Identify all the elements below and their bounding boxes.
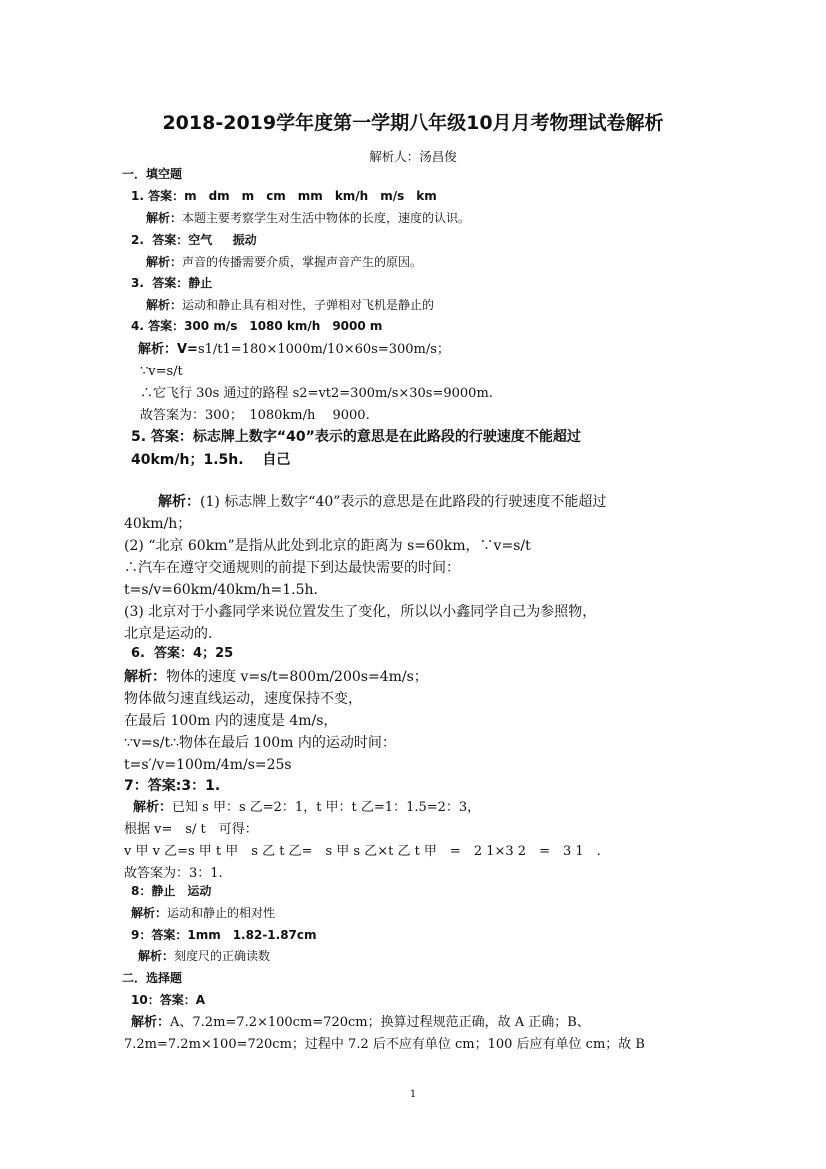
- q9-answer: 9：答案：1mm 1.82-1.87cm: [131, 928, 317, 942]
- q5-answer-line-1: 5. 答案：标志牌上数字“40”表示的意思是在此路段的行驶速度不能超过: [131, 429, 581, 445]
- q2-analysis: [146, 256, 422, 270]
- q1-answer: 1. 答案：m dm m cm mm km/h m/s km: [131, 189, 437, 203]
- q4-analysis-line-1: [138, 343, 450, 358]
- q5-analysis-line-5: t=s/v=60km/40km/h=1.5h.: [124, 582, 318, 598]
- q4-analysis-line-4: 故答案为：300； 1080km/h 9000.: [140, 408, 370, 423]
- analysis-label: 解析：: [131, 906, 168, 920]
- q5-answer-line-2: 40km/h；1.5h. 自己: [131, 452, 291, 468]
- q8-answer: 8：静止 运动: [131, 884, 212, 898]
- q2-analysis-text: 声音的传播需要介质，掌握声音产生的原因。: [182, 255, 423, 269]
- analysis-label: 解析：: [146, 255, 183, 269]
- q7-answer: 7：答案:3：1.: [124, 778, 221, 794]
- q6-analysis-line-1: [124, 669, 428, 685]
- q7-analysis-line-4: 故答案为：3：1.: [124, 866, 223, 881]
- q5-analysis-line-7: 北京是运动的.: [124, 626, 213, 642]
- q5-analysis-line-1: [158, 494, 606, 510]
- q9-analysis-text: 刻度尺的正确读数: [174, 949, 271, 963]
- q4-analysis-text: s1/t1=180×1000m/10×60s=300m/s；: [197, 342, 450, 357]
- author-line: 解析人：汤昌俊: [369, 149, 457, 164]
- q6-analysis-line-2: 物体做匀速直线运动，速度保持不变，: [124, 691, 362, 707]
- analysis-label: 解析：: [146, 211, 183, 225]
- q6-analysis-line-4: ∵v=s/t∴物体在最后 100m 内的运动时间：: [124, 735, 396, 751]
- q3-analysis-text: 运动和静止具有相对性，子弹相对飞机是静止的: [182, 298, 435, 312]
- q6-analysis-line-3: 在最后 100m 内的速度是 4m/s，: [124, 713, 338, 729]
- q7-analysis-line-1: [133, 801, 480, 816]
- analysis-label: 解析：: [131, 1015, 171, 1030]
- q2-answer: 2. 答案：空气 振动: [131, 233, 257, 247]
- q5-analysis-line-4: ∴汽车在遵守交通规则的前提下到达最快需要的时间：: [124, 560, 460, 576]
- q3-answer: 3. 答案：静止: [131, 276, 213, 290]
- q6-answer: 6. 答案：4；25: [131, 646, 234, 661]
- q7-analysis-line-2: 根据 v= s/ t 可得：: [124, 822, 258, 837]
- q4-analysis-line-3: ∴它飞行 30s 通过的路程 s2=vt2=300m/s×30s=9000m.: [140, 386, 493, 401]
- q5-analysis-line-3: (2) “北京 60km”是指从此处到北京的距离为 s=60km，∵v=s/t: [124, 538, 531, 554]
- q5-analysis-text: (1) 标志牌上数字“40”表示的意思是在此路段的行驶速度不能超过: [200, 494, 607, 510]
- q3-analysis: [146, 299, 434, 313]
- q8-analysis: [131, 907, 275, 921]
- analysis-label: 解析：: [124, 669, 166, 685]
- page-number: 1: [409, 1089, 417, 1100]
- q8-analysis-text: 运动和静止的相对性: [167, 906, 276, 920]
- q4-analysis-line-2: ∵v=s/t: [140, 364, 183, 379]
- q10-analysis-line-2: 7.2m=7.2m×100=720cm；过程中 7.2 后不应有单位 cm；100 后应有单位 cm；故 B: [124, 1037, 645, 1052]
- q10-analysis-line-1: [131, 1016, 590, 1031]
- q1-analysis-text: 本题主要考察学生对生活中物体的长度，速度的认识。: [182, 211, 471, 225]
- analysis-label: 解析：V=: [138, 342, 198, 357]
- q9-analysis: [138, 950, 270, 964]
- q5-analysis-line-2: 40km/h；: [124, 516, 192, 532]
- section-heading-fill-blank: 一．填空题: [122, 167, 183, 181]
- q10-answer: 10：答案：A: [131, 993, 205, 1007]
- section-heading-multiple-choice: 二．选择题: [122, 971, 183, 985]
- q6-analysis-line-5: t=s′/v=100m/4m/s=25s: [124, 757, 292, 773]
- analysis-label: 解析：: [146, 298, 183, 312]
- q7-analysis-text: 已知 s 甲：s 乙=2：1，t 甲：t 乙=1：1.5=2：3，: [172, 800, 481, 815]
- q4-answer: 4. 答案：300 m/s 1080 km/h 9000 m: [131, 319, 383, 333]
- q10-analysis-text: A、7.2m=7.2×100cm=720cm；换算过程规范正确，故 A 正确；B、: [170, 1015, 590, 1030]
- analysis-label: 解析：: [133, 800, 173, 815]
- q6-analysis-text: 物体的速度 v=s/t=800m/200s=4m/s；: [166, 669, 428, 685]
- q1-analysis: [146, 212, 470, 226]
- analysis-label: 解析：: [138, 949, 175, 963]
- page-title: 2018-2019学年度第一学期八年级10月月考物理试卷解析: [162, 112, 664, 134]
- q7-analysis-line-3: v 甲 v 乙=s 甲 t 甲 s 乙 t 乙= s 甲 s 乙×t 乙 t 甲 = 2 1×3 2 = 3 1 .: [124, 844, 601, 859]
- q5-analysis-line-6: (3) 北京对于小鑫同学来说位置发生了变化，所以以小鑫同学自己为参照物，: [124, 604, 597, 620]
- analysis-label: 解析：: [158, 494, 200, 510]
